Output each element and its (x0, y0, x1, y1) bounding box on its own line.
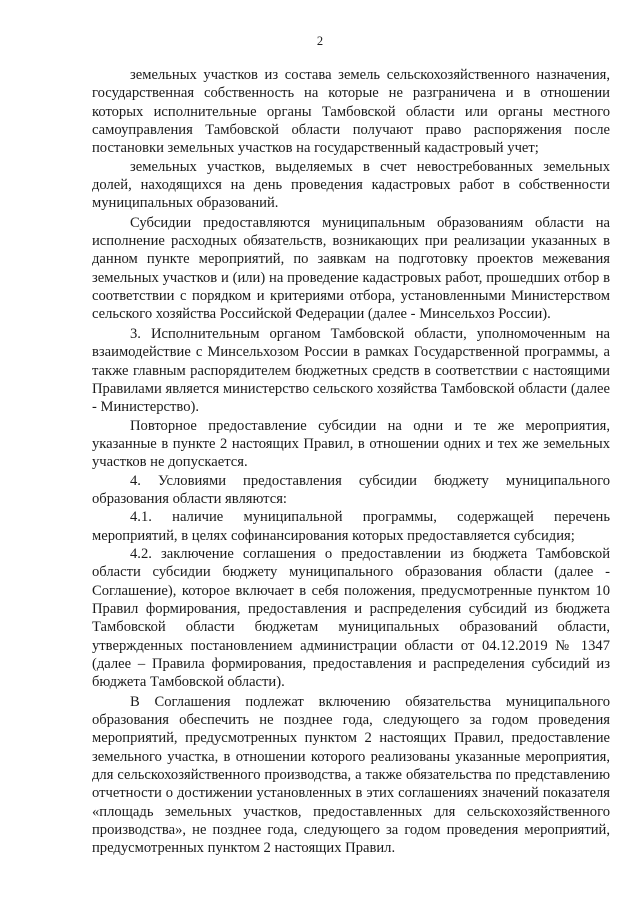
page-number: 2 (316, 34, 324, 48)
document-body (92, 66, 610, 858)
paragraph-condition-4-2: 4.2. заключение соглашения о предоставлении из бюджета Тамбовской области субсидии бюджету муниципального образования области (далее - Соглашение), которое включает в себя положения, предусмотренные пунктом 10 Правил формирования, предоставления и распределения субсидий из бюджета Тамбовской области бюджетам муниципальных образований области, утвержденных постановлением администрации области от 04.12.2019 № 1347 (далее – Правила формирования, предоставления и распределения субсидий из бюджета Тамбовской области). (92, 545, 610, 691)
paragraph-land-plots-unclaimed-shares: земельных участков, выделяемых в счет невостребованных земельных долей, находящихся на день проведения кадастровых работ в собственности муниципальных образований. (92, 158, 610, 212)
paragraph-land-plots-unallocated: земельных участков из состава земель сельскохозяйственного назначения, государственная собственность на которые не разграничена и в отношении которых исполнительные органы Тамбовской области или органы местного самоуправления Тамбовской области получают право распоряжения после постановки земельных участков на государственный кадастровый учет; (92, 67, 610, 157)
paragraph-repeat-prohibition: Повторное предоставление субсидии на одни и те же мероприятия, указанные в пункте 2 настоящих Правил, в отношении одних и тех же земельных участков не допускается. (92, 417, 610, 471)
paragraph-section-4-conditions: 4. Условиями предоставления субсидии бюджету муниципального образования области являются: (92, 472, 610, 507)
paragraph-condition-4-1: 4.1. наличие муниципальной программы, содержащей перечень мероприятий, в целях софинансирования которых предоставляется субсидия; (92, 509, 610, 544)
paragraph-section-3-authority: 3. Исполнительным органом Тамбовской области, уполномоченным на взаимодействие с Минсельхозом России в рамках Государственной программы, а также главным распорядителем бюджетных средств в соответствии с настоящими Правилами является министерство сельского хозяйства Тамбовской области (далее - Министерство). (92, 325, 610, 416)
paragraph-agreement-obligations: В Соглашения подлежат включению обязательства муниципального образования обеспечить не позднее года, следующего за годом проведения мероприятий, предусмотренных пунктом 2 настоящих Правил, предоставление земельного участка, в отношении которого реализованы указанные мероприятия, для сельскохозяйственного производства, а также обязательства по представлению отчетности о достижении установленных в этих соглашениях значений показателя «площадь земельных участков, предоставленных для сельскохозяйственного производства», не позднее года, следующего за годом проведения мероприятий, предусмотренных пунктом 2 настоящих Правил. (92, 693, 610, 857)
paragraph-subsidies-purpose: Субсидии предоставляются муниципальным образованиям области на исполнение расходных обязательств, возникающих при реализации указанных в данном пункте мероприятий, по заявкам на подготовку проектов межевания земельных участков и (или) на проведение кадастровых работ, прошедших отбор в соответствии с порядком и критериями отбора, установленными Министерством сельского хозяйства Российской Федерации (далее - Минсельхоз России). (92, 214, 610, 323)
